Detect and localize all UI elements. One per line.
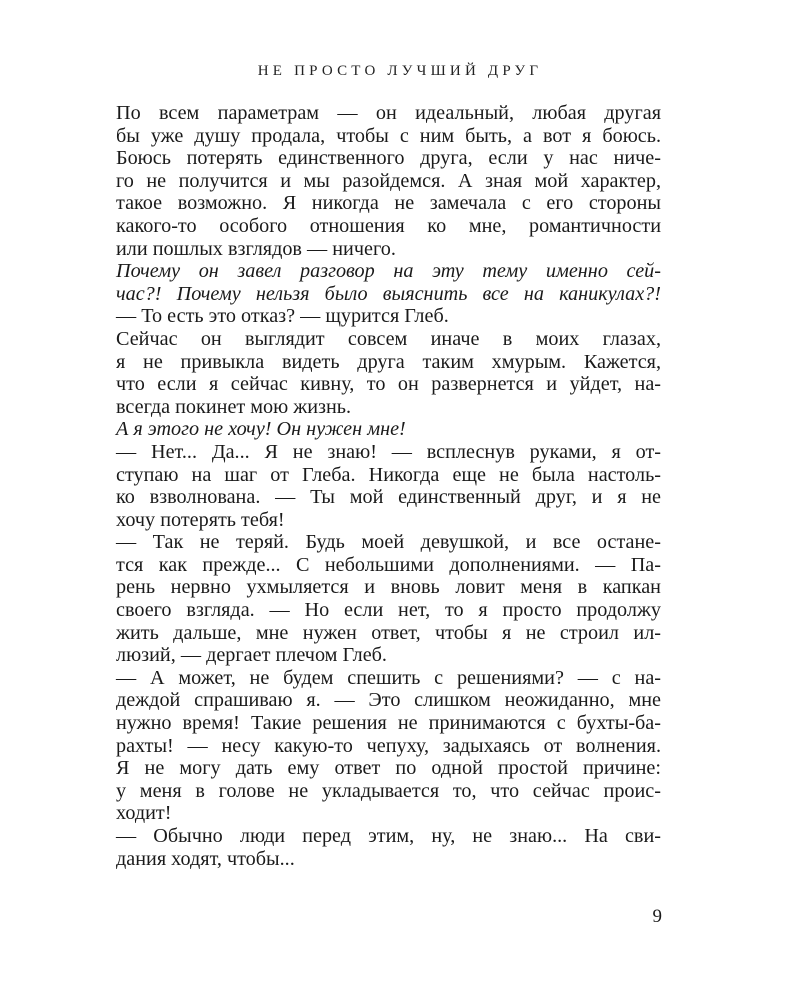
text-line: тся как прежде... С небольшими дополнениями. — Па-	[116, 553, 661, 576]
text-line: я не привыкла видеть друга таким хмурым. Кажется,	[116, 350, 661, 373]
text-line: своего взгляда. — Но если нет, то я просто продолжу	[116, 599, 661, 622]
text-line: — Нет... Да... Я не знаю! — всплеснув руками, я от-	[116, 440, 661, 463]
text-line: — Обычно люди перед этим, ну, не знаю... На сви-	[116, 825, 661, 847]
text-line: бы уже душу продала, чтобы с ним быть, а вот я боюсь.	[116, 124, 661, 147]
text-line: Боюсь потерять единственного друга, если у нас ниче-	[116, 147, 661, 170]
text-line: го не получится и мы разойдемся. А зная мой характер,	[116, 169, 661, 192]
text-line: час?! Почему нельзя было выяснить все на каникулах?!	[116, 282, 661, 305]
text-line: — А может, не будем спешить с решениями? — с на-	[116, 666, 661, 689]
page-number: 9	[652, 906, 662, 927]
text-line: ходит!	[116, 802, 172, 825]
text-line: А я этого не хочу! Он нужен мне!	[116, 418, 406, 441]
text-line: дания ходят, чтобы...	[116, 847, 295, 870]
text-line: жить дальше, мне нужен ответ, чтобы я не строил ил-	[116, 621, 661, 644]
text-line: у меня в голове не укладывается то, что сейчас проис-	[116, 779, 661, 802]
text-line: или пошлых взглядов — ничего.	[116, 237, 396, 260]
text-line: Сейчас он выглядит совсем иначе в моих глазах,	[116, 327, 661, 350]
text-line: рахты! — несу какую-то чепуху, задыхаясь от волнения.	[116, 734, 661, 757]
text-line: ко взволнована. — Ты мой единственный друг, и я не	[116, 486, 661, 509]
body-text	[116, 102, 661, 870]
running-head: НЕ ПРОСТО ЛУЧШИЙ ДРУГ	[257, 63, 543, 79]
text-line: деждой спрашиваю я. — Это слишком неожиданно, мне	[116, 689, 661, 712]
text-line: рень нервно ухмыляется и вновь ловит меня в капкан	[116, 576, 661, 599]
text-line: ступаю на шаг от Глеба. Никогда еще не была настоль-	[116, 463, 661, 486]
text-line: нужно время! Такие решения не принимаются с бухты-ба-	[116, 712, 661, 735]
text-line: По всем параметрам — он идеальный, любая другая	[116, 102, 661, 124]
text-line: такое возможно. Я никогда не замечала с его стороны	[116, 192, 661, 215]
text-line: — Так не теряй. Будь моей девушкой, и все остане-	[116, 531, 661, 554]
text-line: — То есть это отказ? — щурится Глеб.	[116, 305, 449, 328]
text-line: Я не могу дать ему ответ по одной простой причине:	[116, 757, 661, 780]
text-line: всегда покинет мою жизнь.	[116, 395, 352, 418]
text-line: какого-то особого отношения ко мне, романтичности	[116, 214, 661, 237]
text-line: люзий, — дергает плечом Глеб.	[116, 644, 387, 667]
text-line: что если я сейчас кивну, то он развернется и уйдет, на-	[116, 373, 661, 396]
text-line: хочу потерять тебя!	[116, 508, 285, 531]
text-line: Почему он завел разговор на эту тему именно сей-	[116, 260, 661, 283]
